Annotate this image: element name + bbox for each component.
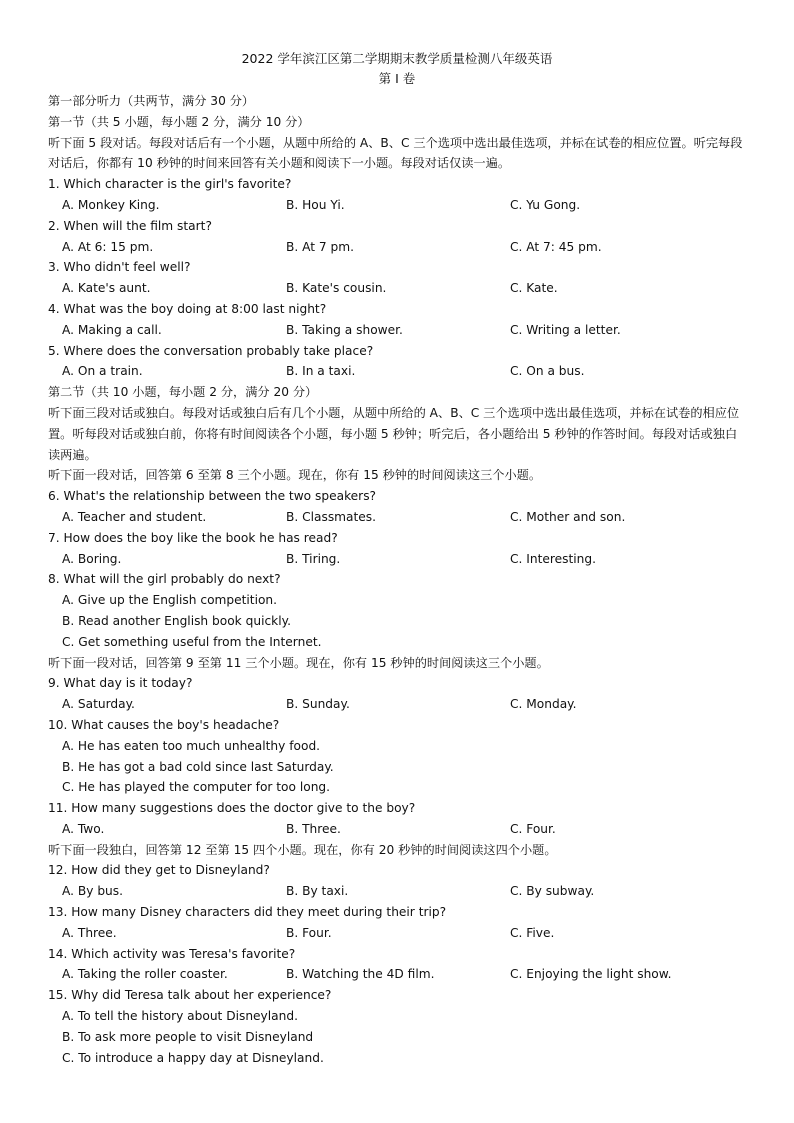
option-a: A. Kate's aunt. <box>62 281 151 296</box>
question-stem: 8. What will the girl probably do next? <box>48 572 281 587</box>
option-b: B. By taxi. <box>286 884 349 899</box>
option-c: C. Get something useful from the Internet. <box>62 634 322 649</box>
question-stem: 12. How did they get to Disneyland? <box>48 863 270 878</box>
option-b: B. Hou Yi. <box>286 197 345 212</box>
question-options <box>48 819 748 840</box>
question-options <box>48 278 748 299</box>
listening-prompt: 听下面一段独白，回答第 12 至第 15 四个小题。现在，你有 20 秒钟的时间阅读这四个小题。 <box>48 842 557 857</box>
section-instructions: 听下面 5 段对话。每段对话后有一个小题，从题中所给的 A、B、C 三个选项中选出最佳选项，并标在试卷的相应位置。听完每段对话后，你都有 10 秒钟的时间来回答有关小题和阅读下一小题。每段对话仅读一遍。 <box>48 135 743 171</box>
option-c: C. Kate. <box>510 281 558 296</box>
option-b: B. At 7 pm. <box>286 239 354 254</box>
option-a: A. At 6: 15 pm. <box>62 239 154 254</box>
question-options <box>48 361 748 382</box>
option-a: A. Making a call. <box>62 322 162 337</box>
option-b: B. Read another English book quickly. <box>62 613 291 628</box>
question-options <box>48 195 748 216</box>
question-options <box>48 923 748 944</box>
volume-label: 第 I 卷 <box>378 71 416 86</box>
option-b: B. Watching the 4D film. <box>286 967 435 982</box>
option-b: B. Sunday. <box>286 697 350 712</box>
section-instructions: 听下面三段对话或独白。每段对话或独白后有几个小题，从题中所给的 A、B、C 三个选项中选出最佳选项，并标在试卷的相应位置。听每段对话或独白前，你将有时间阅读各个小题，每小题 5 秒钟；听完后，各小题给出 5 秒钟的作答时间。每段对话或独白读两遍。 <box>48 405 740 462</box>
option-b: B. Kate's cousin. <box>286 281 387 296</box>
option-a: A. To tell the history about Disneyland. <box>62 1009 298 1024</box>
option-a: A. Saturday. <box>62 697 135 712</box>
question-options <box>48 964 748 985</box>
question-stem: 9. What day is it today? <box>48 676 193 691</box>
question-stem: 10. What causes the boy's headache? <box>48 717 280 732</box>
option-c: C. He has played the computer for too long. <box>62 780 331 795</box>
option-b: B. Three. <box>286 821 341 836</box>
option-a: A. He has eaten too much unhealthy food. <box>62 738 321 753</box>
question-stem: 11. How many suggestions does the doctor give to the boy? <box>48 801 416 816</box>
option-a: A. Boring. <box>62 551 122 566</box>
option-b: B. Classmates. <box>286 509 377 524</box>
question-options <box>48 237 748 258</box>
listening-prompt: 听下面一段对话，回答第 6 至第 8 三个小题。现在，你有 15 秒钟的时间阅读这三个小题。 <box>48 468 542 483</box>
question-options <box>48 881 748 902</box>
option-c: C. Mother and son. <box>510 509 626 524</box>
question-options <box>48 507 748 528</box>
option-a: A. Taking the roller coaster. <box>62 967 228 982</box>
option-a: A. By bus. <box>62 884 124 899</box>
question-stem: 14. Which activity was Teresa's favorite? <box>48 946 296 961</box>
option-c: C. Interesting. <box>510 551 596 566</box>
option-a: A. Give up the English competition. <box>62 593 278 608</box>
question-stem: 15. Why did Teresa talk about her experience? <box>48 988 332 1003</box>
option-b: B. Four. <box>286 925 332 940</box>
question-options <box>48 549 748 570</box>
question-stem: 5. Where does the conversation probably take place? <box>48 343 374 358</box>
part-heading: 第一部分听力（共两节，满分 30 分） <box>48 94 255 108</box>
option-a: A. Monkey King. <box>62 197 160 212</box>
option-c: C. At 7: 45 pm. <box>510 239 602 254</box>
question-stem: 1. Which character is the girl's favorite? <box>48 177 292 192</box>
question-stem: 4. What was the boy doing at 8:00 last night? <box>48 301 327 316</box>
option-b: B. To ask more people to visit Disneyland <box>62 1029 314 1044</box>
option-a: A. Two. <box>62 821 105 836</box>
option-b: B. Taking a shower. <box>286 322 403 337</box>
question-stem: 2. When will the film start? <box>48 218 212 233</box>
question-options <box>48 320 748 341</box>
exam-body <box>48 91 748 1068</box>
option-c: C. Monday. <box>510 697 577 712</box>
question-stem: 13. How many Disney characters did they meet during their trip? <box>48 905 447 920</box>
option-b: B. In a taxi. <box>286 364 356 379</box>
question-options <box>48 694 748 715</box>
option-c: C. By subway. <box>510 884 595 899</box>
option-a: A. Three. <box>62 925 117 940</box>
option-a: A. On a train. <box>62 364 143 379</box>
option-c: C. Writing a letter. <box>510 322 621 337</box>
listening-prompt: 听下面一段对话，回答第 9 至第 11 三个小题。现在，你有 15 秒钟的时间阅读这三个小题。 <box>48 655 549 670</box>
section-heading: 第二节（共 10 小题，每小题 2 分，满分 20 分） <box>48 385 318 400</box>
option-b: B. He has got a bad cold since last Saturday. <box>62 759 334 774</box>
question-stem: 7. How does the boy like the book he has read? <box>48 530 338 545</box>
section-heading: 第一节（共 5 小题，每小题 2 分，满分 10 分） <box>48 114 310 129</box>
option-c: C. Enjoying the light show. <box>510 967 672 982</box>
question-stem: 3. Who didn't feel well? <box>48 260 191 275</box>
option-c: C. Five. <box>510 925 555 940</box>
option-a: A. Teacher and student. <box>62 509 207 524</box>
option-c: C. Four. <box>510 821 556 836</box>
option-c: C. Yu Gong. <box>510 197 581 212</box>
question-stem: 6. What's the relationship between the two speakers? <box>48 489 377 504</box>
option-b: B. Tiring. <box>286 551 341 566</box>
exam-title: 2022 学年滨江区第二学期期末教学质量检测八年级英语 <box>241 51 553 66</box>
option-c: C. On a bus. <box>510 364 585 379</box>
option-c: C. To introduce a happy day at Disneyland. <box>62 1050 324 1065</box>
